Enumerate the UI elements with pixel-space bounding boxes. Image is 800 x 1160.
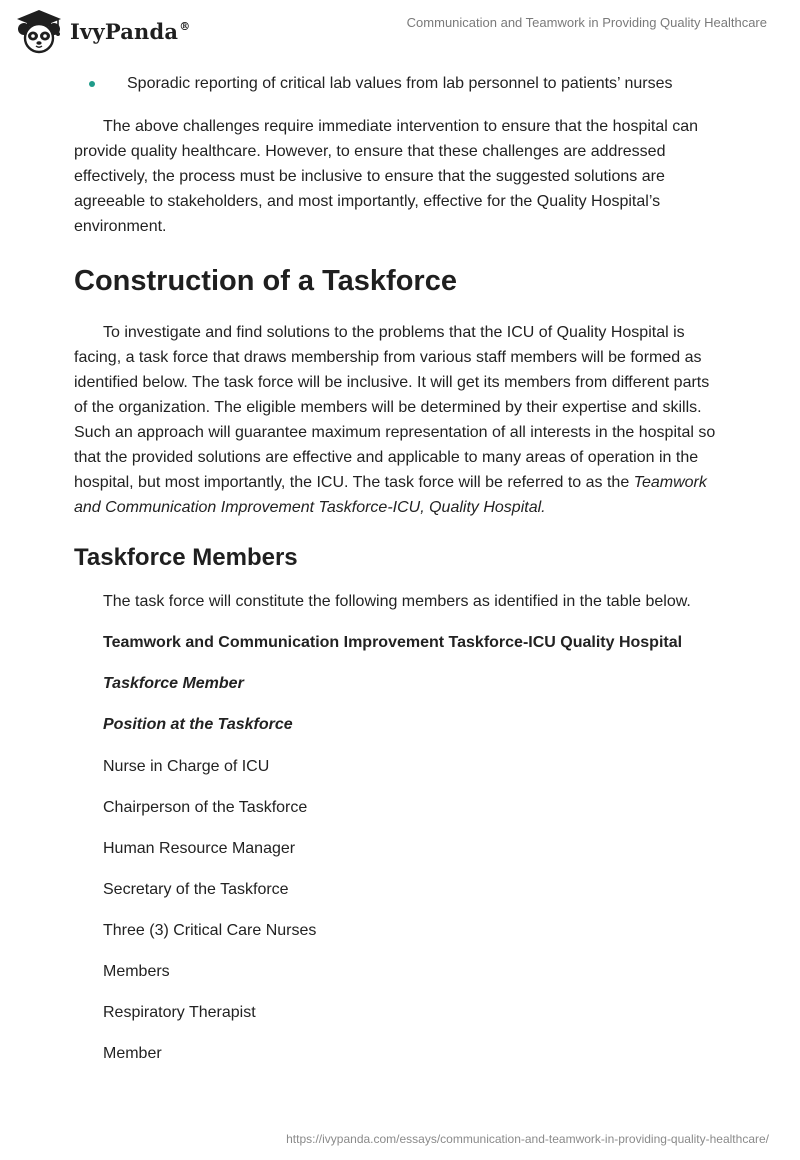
- taskforce-name: Teamwork and Communication Improvement Taskforce-ICU, Quality Hospital.: [74, 474, 707, 516]
- paragraph-challenges: The above challenges require immediate intervention to ensure that the hospital can provide quality healthcare. However, to ensure that these challenges are addressed effectively, the process must be inclusive to ensure that the suggested solutions are agreeable to stakeholders, and most importantly, effective for the Quality Hospital’s environment.: [74, 118, 699, 235]
- panda-graduate-icon: [14, 8, 64, 54]
- running-title: Communication and Teamwork in Providing Quality Healthcare: [406, 15, 767, 30]
- table-cell: Human Resource Manager: [103, 840, 296, 857]
- table-cell: Nurse in Charge of ICU: [103, 758, 270, 775]
- essay-content: [74, 72, 726, 1066]
- source-url-link[interactable]: https://ivypanda.com/essays/communication-and-teamwork-in-providing-quality-healthcare/: [286, 1132, 769, 1146]
- bullet-text: Sporadic reporting of critical lab values from lab personnel to patients’ nurses: [127, 75, 673, 92]
- paragraph-taskforce: To investigate and find solutions to the problems that the ICU of Quality Hospital is facing, a task force that draws membership from various staff members will be formed as identified below. The task force will be inclusive. It will get its members from different parts of the organization. The eligible members will be determined by their expertise and skills. Such an approach will guarantee maximum representation of all interests in the hospital so that the provided solutions are effective and applicable to many areas of operation in the hospital, but most importantly, the ICU. The task force will be referred to as the Teamwork and Communication Improvement Taskforce-ICU, Quality Hospital.: [74, 324, 716, 516]
- column-header-member: Taskforce Member: [103, 675, 244, 692]
- table-cell: Three (3) Critical Care Nurses: [103, 922, 317, 939]
- table-cell: Secretary of the Taskforce: [103, 881, 289, 898]
- table-title: Teamwork and Communication Improvement Taskforce-ICU Quality Hospital: [103, 634, 683, 651]
- bullet-dot-icon: [89, 81, 95, 87]
- ivypanda-logo[interactable]: [14, 7, 190, 55]
- table-cell: Members: [103, 963, 170, 980]
- table-cell: Member: [103, 1045, 162, 1062]
- brand-name: IvyPanda®: [70, 18, 191, 44]
- section-heading: Construction of a Taskforce: [74, 265, 457, 297]
- column-header-position: Position at the Taskforce: [103, 716, 293, 733]
- table-cell: Chairperson of the Taskforce: [103, 799, 308, 816]
- bullet-item: [74, 72, 726, 96]
- page-header: [0, 0, 800, 60]
- table-cell: Respiratory Therapist: [103, 1004, 256, 1021]
- members-intro: The task force will constitute the following members as identified in the table below.: [103, 593, 691, 610]
- subsection-heading: Taskforce Members: [74, 544, 298, 571]
